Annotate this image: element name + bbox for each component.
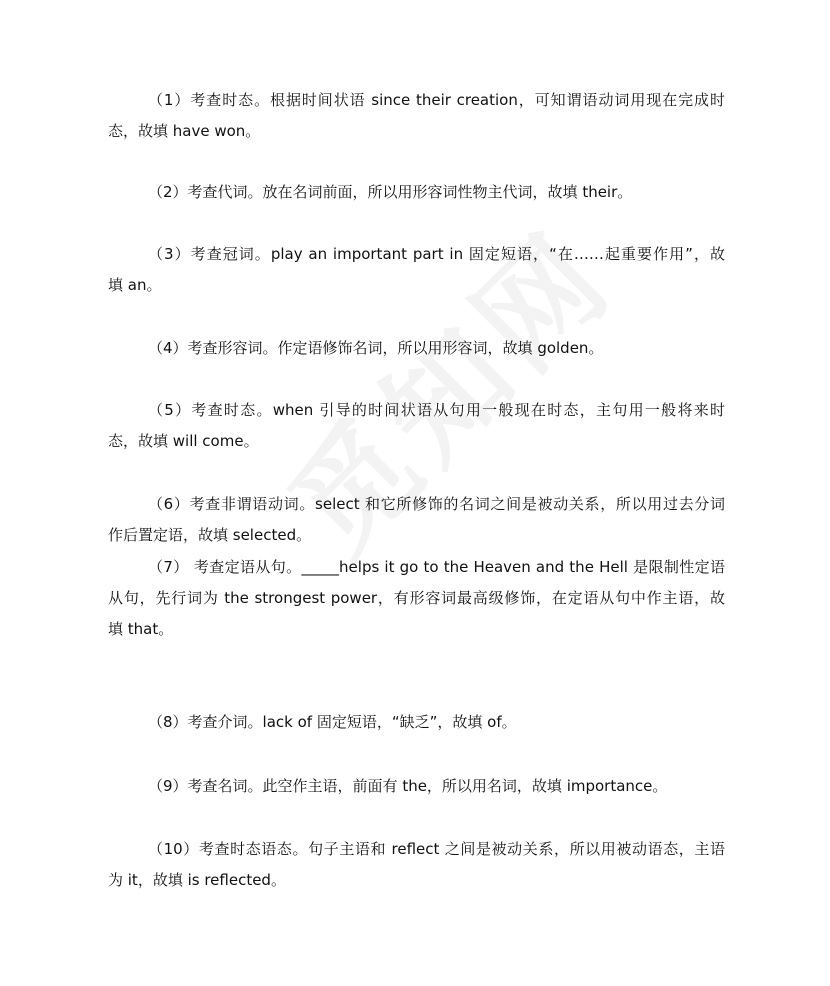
paragraph-line: （6）考查非谓语动词。select 和它所修饰的名词之间是被动关系，所以用过去分词 (148, 495, 725, 513)
paragraph-line: （10）考查时态语态。句子主语和 reflect 之间是被动关系，所以用被动语态，主语 (148, 840, 725, 858)
answer-paragraph-9 (108, 771, 725, 802)
paragraph-line: 态，故填 will come。 (108, 432, 259, 450)
paragraph-line: （5）考查时态。when 引导的时间状语从句用一般现在时态，主句用一般将来时 (148, 401, 725, 419)
answer-paragraph-6 (108, 489, 725, 551)
answer-paragraph-4 (108, 333, 725, 364)
paragraph-line: （9）考查名词。此空作主语，前面有 the，所以用名词，故填 importance。 (148, 777, 668, 795)
paragraph-line: 填 that。 (108, 620, 174, 638)
paragraph-line: 作后置定语，故填 selected。 (108, 526, 312, 544)
answer-paragraph-10 (108, 834, 725, 896)
answer-paragraph-3 (108, 239, 725, 301)
paragraph-line: 从句，先行词为 the strongest power，有形容词最高级修饰，在定语从句中作主语，故 (108, 589, 725, 607)
paragraph-line: （3）考查冠词。play an important part in 固定短语，“在……起重要作用”，故 (148, 245, 725, 263)
answer-paragraph-5 (108, 395, 725, 457)
answer-paragraph-2 (108, 177, 725, 208)
answer-paragraph-1 (108, 85, 725, 147)
paragraph-line: 态，故填 have won。 (108, 122, 261, 140)
paragraph-line: （1）考查时态。根据时间状语 since their creation，可知谓语动词用现在完成时 (148, 91, 725, 109)
paragraph-line: （4）考查形容词。作定语修饰名词，所以用形容词，故填 golden。 (148, 339, 604, 357)
paragraph-line: （2）考查代词。放在名词前面，所以用形容词性物主代词，故填 their。 (148, 183, 633, 201)
paragraph-line: （8）考查介词。lack of 固定短语，“缺乏”，故填 of。 (148, 713, 517, 731)
paragraph-line: 填 an。 (108, 276, 162, 294)
paragraph-line: （7） 考查定语从句。_____helps it go to the Heaven and the Hell 是限制性定语 (148, 558, 725, 576)
paragraph-line: 为 it，故填 is reflected。 (108, 871, 286, 889)
answer-paragraph-8 (108, 707, 725, 738)
answer-paragraph-7 (108, 552, 725, 645)
